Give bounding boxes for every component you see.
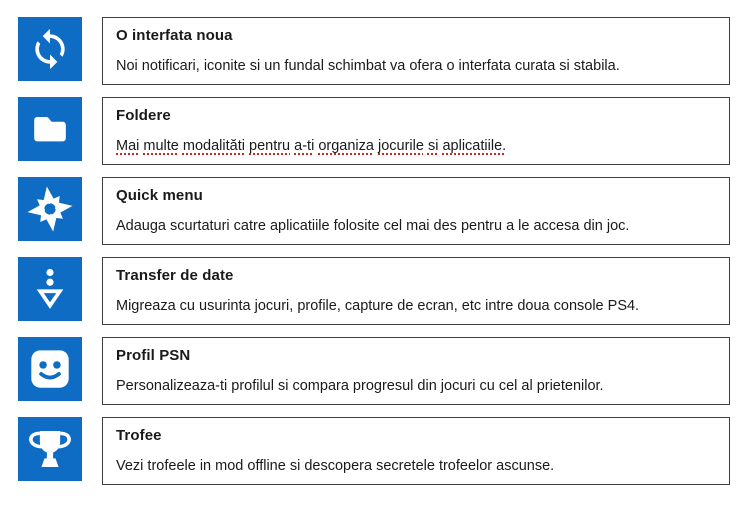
icon-tile	[18, 177, 82, 241]
icon-tile	[18, 417, 82, 481]
feature-card	[102, 97, 730, 165]
feature-description: Mai multe modalităti pentru a-ti organiza jocurile si aplicatiile.	[116, 138, 507, 154]
feature-title: Transfer de date	[116, 267, 234, 284]
feature-card	[102, 417, 730, 485]
icon-tile	[18, 97, 82, 161]
icon-tile	[18, 337, 82, 401]
feature-row	[18, 97, 730, 165]
feature-description: Vezi trofeele in mod offline si descopera secretele trofeelor ascunse.	[116, 458, 555, 474]
icon-tile	[18, 257, 82, 321]
feature-title: Trofee	[116, 427, 162, 444]
feature-row	[18, 337, 730, 405]
feature-card	[102, 17, 730, 85]
folder-icon	[28, 107, 72, 151]
psn-profile-icon	[24, 343, 76, 395]
feature-title: Profil PSN	[116, 347, 191, 364]
quick-menu-star-icon	[24, 183, 76, 235]
feature-row	[18, 177, 730, 245]
feature-card	[102, 177, 730, 245]
feature-row	[18, 417, 730, 485]
feature-title: Quick menu	[116, 187, 203, 204]
feature-row	[18, 17, 730, 85]
data-transfer-icon	[26, 265, 74, 313]
feature-description: Adauga scurtaturi catre aplicatiile folosite cel mai des pentru a le accesa din joc.	[116, 218, 630, 234]
feature-description: Noi notificari, iconite si un fundal schimbat va ofera o interfata curata si stabila.	[116, 58, 620, 74]
icon-tile	[18, 17, 82, 81]
feature-title: Foldere	[116, 107, 171, 124]
feature-card	[102, 257, 730, 325]
feature-card	[102, 337, 730, 405]
trophy-icon	[25, 424, 75, 474]
feature-title: O interfata noua	[116, 27, 233, 44]
feature-row	[18, 257, 730, 325]
feature-description: Personalizeaza-ti profilul si compara progresul din jocuri cu cel al prietenilor.	[116, 378, 604, 394]
sync-icon	[28, 27, 72, 71]
feature-description: Migreaza cu usurinta jocuri, profile, capture de ecran, etc intre doua console PS4.	[116, 298, 640, 314]
